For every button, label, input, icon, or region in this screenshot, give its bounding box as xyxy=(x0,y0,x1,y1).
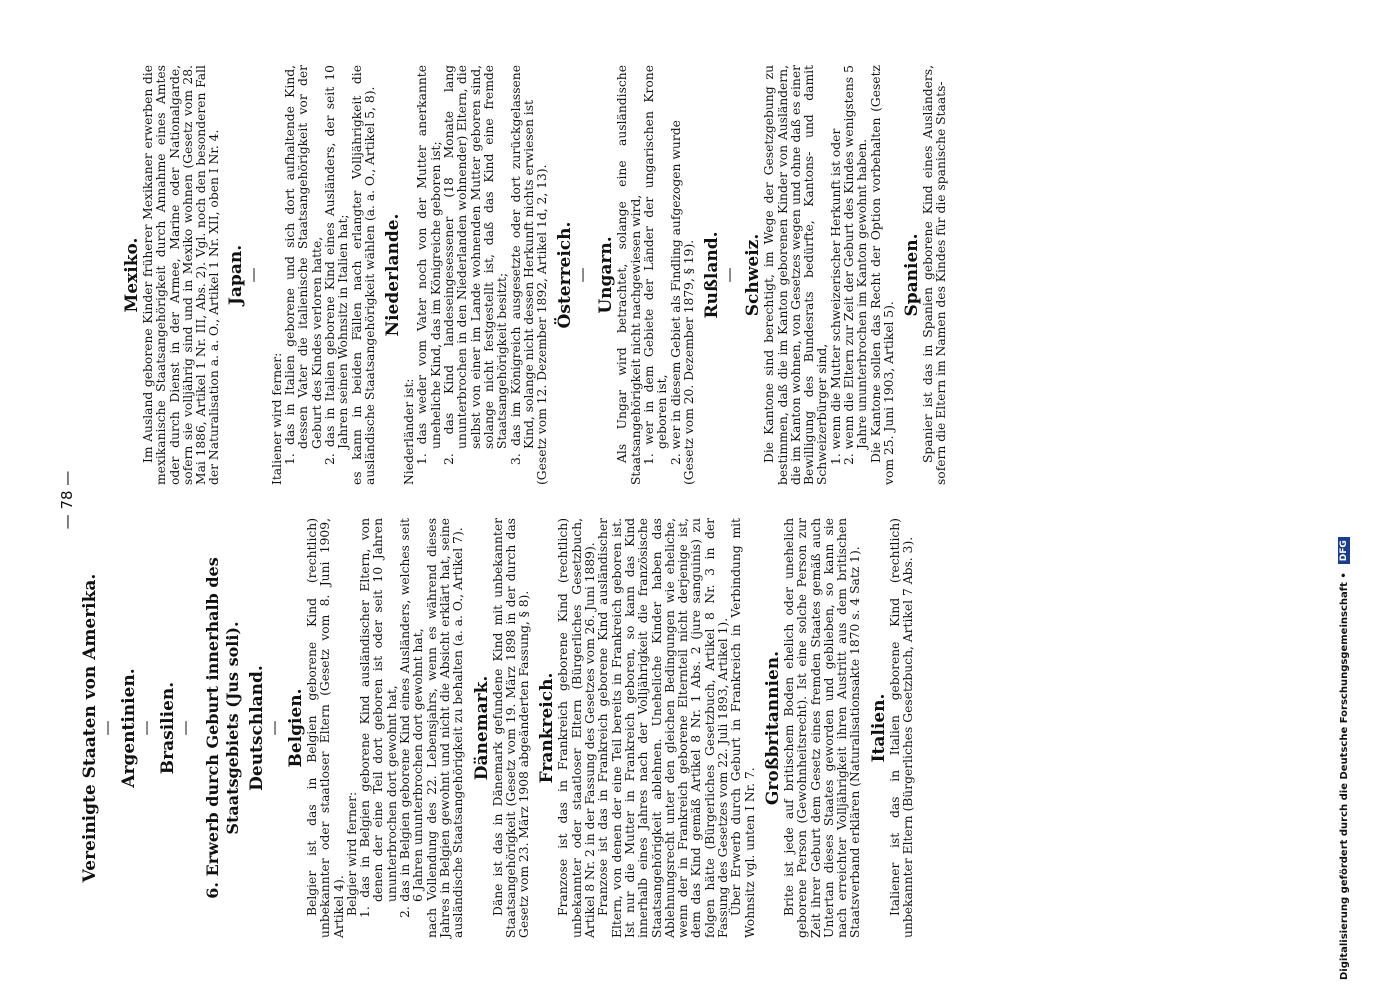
heading-russland: Rußland. xyxy=(702,231,723,319)
dash-divider: — xyxy=(265,720,283,736)
list-item: 2. das Kind landeseingesessener (18 Monate lang ununterbrochen in den Niederlanden wohnender) Eltern, die selbst von einer im Lande wohnenden Mutter geboren sind, solange nicht festgestellt ist, daß das Kind eine fremde Staatsangehörigkeit besitzt; xyxy=(442,65,510,465)
digitization-text: Digitalisierung gefördert durch die Deutsche Forschungsgemeinschaft • xyxy=(1338,572,1350,980)
paragraph: (Gesetz vom 20. Dezember 1879, § 19). xyxy=(681,239,696,485)
paragraph: Im Ausland geborene Kinder früherer Mexikaner erwerben die mexikanische Staatsangehörigkeit durch Annahme eines Amtes oder durch Dienst in der Armee, Marine oder Nationalgarde, sofern sie volljährig sind und in Mexiko wohnen (Gesetz vom 28. Mai 1886, Artikel 1 Nr. III, Abs. 2). Vgl. noch den besonderen Fall der Naturalisation a. a. O., Artikel 1 Nr. XII, oben I Nr. 4. xyxy=(141,65,222,485)
heading-grossbritannien: Großbritannien. xyxy=(762,650,783,806)
paragraph: nach Vollendung des 22. Lebensjahrs, wenn es während dieses Jahres in Belgien gewohnt und nicht die Absicht erklärt hat, seine ausländische Staatsangehörigkeit zu behalten (a. a. O., Artikel 7). xyxy=(424,518,466,938)
list-item: 1. das weder vom Vater noch von der Mutter anerkannte uneheliche Kind, das im Königreiche geboren ist; xyxy=(415,65,443,465)
paragraph: Italiener ist das in Italien geborene Kind (rechtlich) unbekannter Eltern (Bürgerliches Gesetzbuch, Artikel 7 Abs. 3). xyxy=(887,518,915,938)
paragraph: Belgier wird ferner: xyxy=(344,791,359,916)
paragraph: Franzose ist das in Frankreich geborene Kind ausländischer Eltern, von denen der eine Teil bereits in Frankreich geboren ist. Ist nur die Mutter in Frankreich geboren, so kann das Kind innerhalb eines Jahres nach der Volljährigkeit die französische Staatsangehörigkeit ablehnen. Uneheliche Kinder haben das Ablehnungsrecht unter den gleichen Bedingungen wie eheliche, wenn der in Frankreich geborene Elternteil nicht derjenige ist, dem das Kind gemäß Artikel 8 Nr. 1 Abs. 2 (jure sanguinis) zu folgen hätte (Bürgerliches Gesetzbuch, Artikel 8 Nr. 3 in der Fassung des Gesetzes vom 22. Juli 1893, Artikel 1). xyxy=(596,518,731,938)
paragraph: Die Kantone sind berechtigt, im Wege der Gesetzgebung zu bestimmen, daß die im Kanton geborenen Kinder von Ausländern, die im Kanton wohnen, von Gesetzes wegen und ohne daß es einer Bewilligung des Bundesrats bedürfte, Kantons- und damit Schweizerbürger sind, xyxy=(762,65,830,485)
paragraph: Die Kantone sollen das Recht der Option vorbehalten (Gesetz vom 25. Juni 1903, Artikel 5). xyxy=(868,65,896,485)
dash-divider: — xyxy=(176,720,194,736)
heading-mexiko: Mexiko. xyxy=(122,237,142,313)
paragraph: Belgier ist das in Belgien geborene Kind (rechtlich) unbekannter oder staatloser Eltern (Gesetz vom 8. Juni 1909, Artikel 4). xyxy=(305,518,346,938)
list-item: 1. wenn die Mutter schweizerischer Herkunft ist oder xyxy=(828,128,843,465)
heading-usa: Vereinigte Staaten von Amerika. xyxy=(80,573,100,883)
heading-frankreich: Frankreich. xyxy=(537,672,558,784)
list-item: 2. das in Italien geborene Kind eines Ausländers, der seit 10 Jahren seinen Wohnsitz in Italien hat; xyxy=(322,65,351,465)
paragraph: Als Ungar wird betrachtet, solange eine ausländische Staatsangehörigkeit nicht nachgewiesen wird, xyxy=(615,65,643,485)
left-column xyxy=(80,518,915,938)
paragraph: Italiener wird ferner: xyxy=(269,352,284,485)
list-item: 1. das in Italien geborene und sich dort aufhaltende Kind, dessen Vater die italienische Staatsangehörigkeit vor der Geburt des Kindes verloren hatte, xyxy=(283,65,324,465)
list-item: 2. wer in diesem Gebiet als Findling aufgezogen wurde xyxy=(668,120,683,465)
right-column xyxy=(122,65,949,485)
dfg-logo: DFG xyxy=(1338,537,1350,564)
list-item: 3. das im Königreich ausgesetzte oder dort zurückgelassene Kind, solange nicht dessen Herkunft nichts erwiesen ist xyxy=(508,65,536,465)
heading-argentina: Argentinien. xyxy=(119,668,139,788)
paragraph: Über Erwerb durch Geburt in Frankreich in Verbindung mit Wohnsitz vgl. unten I Nr. 7. xyxy=(729,518,757,938)
heading-niederlande: Niederlande. xyxy=(383,213,404,337)
heading-deutschland: Deutschland. xyxy=(247,665,267,791)
paragraph: Spanier ist das in Spanien geborene Kind eines Ausländers, sofern die Eltern im Namen des Kindes für die spanische Staats- xyxy=(921,65,949,485)
digitization-note xyxy=(1338,20,1350,980)
dash-divider: — xyxy=(720,267,739,283)
heading-spanien: Spanien. xyxy=(902,233,923,317)
heading-brazil: Brasilien. xyxy=(158,681,178,775)
paragraph: (Gesetz vom 12. Dezember 1892, Artikel 1d, 2, 13). xyxy=(535,164,550,485)
heading-ungarn: Ungarn. xyxy=(596,236,617,314)
dash-divider: — xyxy=(98,720,116,736)
list-item: 2. das in Belgien geborene Kind eines Ausländers, welches seit 6 Jahren ununterbrochen dort gewohnt hat, xyxy=(398,518,426,918)
heading-italien: Italien. xyxy=(868,693,889,763)
heading-belgien: Belgien. xyxy=(286,688,306,768)
heading-daenemark: Dänemark. xyxy=(471,675,492,781)
dash-divider: — xyxy=(573,267,592,283)
list-item: 1. das in Belgien geborene Kind ausländischer Eltern, von denen der eine Teil dort geboren ist oder seit 10 Jahren ununterbrochen dort gewohnt hat, xyxy=(358,518,399,918)
list-item: 1. wer in dem Gebiete der Länder der ungarischen Krone geboren ist, xyxy=(642,65,670,465)
paragraph: es kann in beiden Fällen nach erlangter Volljährigkeit die ausländische Staatsangehörigkeit wählen (a. a. O., Artikel 5, 8). xyxy=(349,65,377,485)
paragraph: Däne ist das in Dänemark gefundene Kind mit unbekannter Staatsangehörigkeit (Gesetz vom 19. März 1898 in der durch das Gesetz vom 23. März 1908 abgeänderten Fassung, § 8). xyxy=(490,518,532,938)
page-number: — 78 — xyxy=(58,470,76,530)
section-title: 6. Erwerb durch Geburt innerhalb des Staatsgebiets (Jus soli). xyxy=(203,557,242,899)
paragraph: Franzose ist das in Frankreich geborene Kind (rechtlich) unbekannter oder staatloser Eltern (Bürgerliches Gesetzbuch, Artikel 8 Nr. 2 in der Fassung des Gesetzes vom 26. Juni 1889). xyxy=(556,518,598,938)
dash-divider: — xyxy=(137,720,155,736)
paragraph: Niederländer ist: xyxy=(402,378,417,485)
heading-japan: Japan. xyxy=(225,244,246,306)
paragraph: Brite ist jede auf britischem Boden ehelich oder unehelich geborene Person (Gewohnheitsrecht). Ist eine solche Person zur Zeit ihrer Geburt dem Gesetz eines fremden Staates gemäß auch Untertan dieses Staates geworden und geblieben, so kann sie nach erreichter Volljährigkeit ihren Austritt aus dem britischen Staatsverband erklären (Naturalisationsakte 1870 s. 4 Satz 1). xyxy=(781,518,863,938)
list-item: 2. wenn die Eltern zur Zeit der Geburt des Kindes wenigstens 5 Jahre ununterbrochen im Kanton gewohnt haben. xyxy=(841,65,870,465)
heading-oesterreich: Österreich. xyxy=(555,221,576,329)
dash-divider: — xyxy=(243,267,262,283)
heading-schweiz: Schweiz. xyxy=(743,233,764,317)
